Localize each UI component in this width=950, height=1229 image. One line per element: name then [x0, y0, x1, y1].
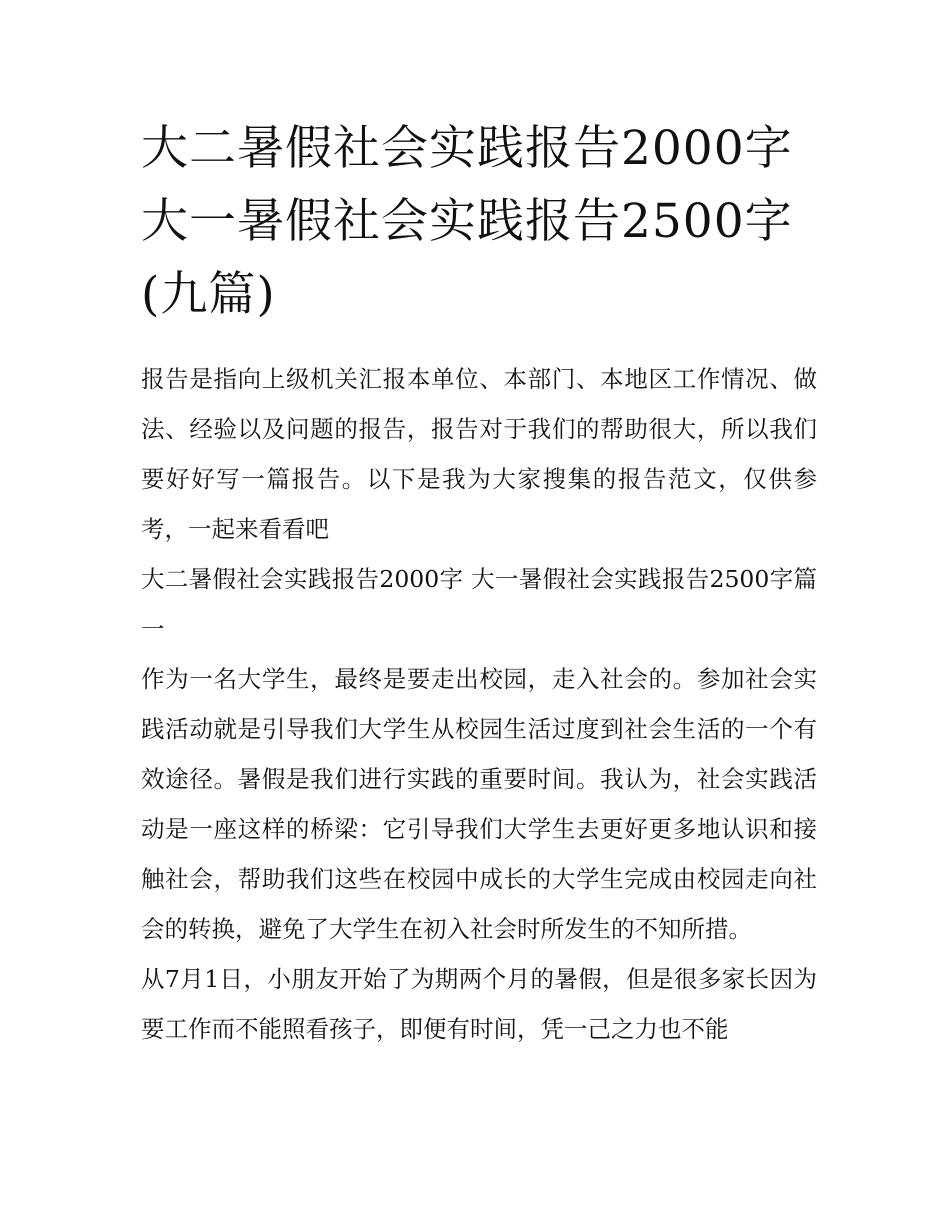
intro-paragraph: 报告是指向上级机关汇报本单位、本部门、本地区工作情况、做法、经验以及问题的报告，报告对于我们的帮助很大，所以我们要好好写一篇报告。以下是我为大家搜集的报告范文，仅供参考，一起来看看吧	[141, 365, 817, 543]
section-heading: 大二暑假社会实践报告2000字 大一暑假社会实践报告2500字篇一	[141, 565, 817, 643]
document-title: 大二暑假社会实践报告2000字 大一暑假社会实践报告2500字(九篇)	[141, 121, 793, 322]
document-body	[141, 354, 817, 1054]
body-paragraph: 作为一名大学生，最终是要走出校园，走入社会的。参加社会实践活动就是引导我们大学生从校园生活过度到社会生活的一个有效途径。暑假是我们进行实践的重要时间。我认为，社会实践活动是一座这样的桥梁：它引导我们大学生去更好更多地认识和接触社会，帮助我们这些在校园中成长的大学生完成由校园走向社会的转换，避免了大学生在初入社会时所发生的不知所措。	[141, 665, 817, 943]
body-paragraph: 从7月1日，小朋友开始了为期两个月的暑假，但是很多家长因为要工作而不能照看孩子，即便有时间，凭一己之力也不能	[141, 965, 817, 1043]
